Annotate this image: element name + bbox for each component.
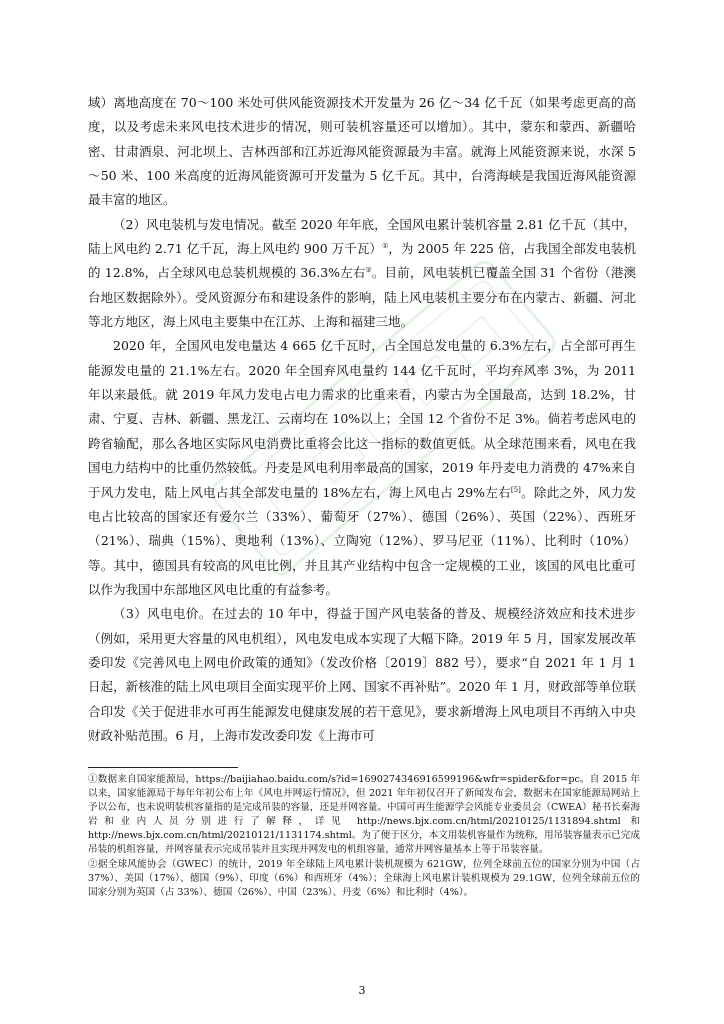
paragraph-resources xyxy=(88,91,636,213)
footnote-ref[interactable]: ② xyxy=(365,266,372,275)
paragraph-installed-capacity xyxy=(88,213,636,335)
paragraph-text: 。目前，风电装机已覆盖全国 31 个省份（港澳台地区数据除外）。受风资源分布和建设条件的影响，陆上风电装机主要分布在内蒙古、新疆、河北等北方地区，海上风电主要集中在江苏、上海和福建三地。 xyxy=(88,265,637,330)
paragraph-text: 2020 年，全国风电发电量达 4 665 亿千瓦时，占全国总发电量的 6.3%左右，占全部可再生能源发电量的 21.1%左右。2020 年全国弃风电量约 144 亿千瓦时，平均弃风率 3%，为 2011 年以来最低。就 2019 年风力发电占电力需求的比重来看，内蒙古为全国最高，达到 18.2%，甘肃、宁夏、吉林、新疆、黑龙江、云南均在 10%以上；全国 12 个省份不足 3%。倘若考虑风电的跨省输配，那么各地区实际风电消费比重将会比这一指标的数值更低。从全球范围来看，风电在我国电力结构中的比重仍然较低。丹麦是风电利用率最高的国家，2019 年丹麦电力消费的 47%来自于风力发电，陆上风电占其全部发电量的 18%左右，海上风电占 29%左右 xyxy=(88,338,636,500)
page-number: 3 xyxy=(358,984,366,997)
paragraph-text: ，为 2005 年 225 倍，占我国全部发电装机的 12.8%，占全球风电总装机规模的 36.3%左右 xyxy=(88,241,636,281)
paragraph-generation xyxy=(88,334,636,602)
paragraph-text: 。除此之外，风力发电占比较高的国家还有爱尔兰（33%）、葡萄牙（27%）、德国（26%）、英国（22%）、西班牙（21%）、瑞典（15%）、奥地利（13%）、立陶宛（12%）、罗马尼亚（11%）、比利时（10%）等。其中，德国具有较高的风电比例，并且其产业结构中包含一定规模的工业，该国的风电比重可以作为我国中东部地区风电比重的有益参考。 xyxy=(88,484,636,597)
footnote-2: ②据全球风能协会（GWEC）的统计，2019 年全球陆上风电累计装机规模为 621GW，位列全球前五位的国家分别为中国（占 37%）、美国（17%）、德国（9%）、印度（6%）和西班牙（4%）；全球海上风电累计装机规模为 29.1GW，位列全球前五位的国家分别为英国（占 33%）、德国（26%）、中国（23%）、丹麦（6%）和比利时（4%）。 xyxy=(88,858,640,898)
footnotes xyxy=(88,773,640,900)
paragraph-text: （2）风电装机与发电情况。截至 2020 年年底，全国风电累计装机容量 2.81 亿千瓦（其中，陆上风电约 2.71 亿千瓦，海上风电约 900 万千瓦） xyxy=(88,216,636,257)
paragraph-electricity-price xyxy=(88,602,636,748)
body-text xyxy=(88,91,636,748)
citation-ref[interactable]: [5] xyxy=(510,485,521,494)
paragraph-text: （3）风电电价。在过去的 10 年中，得益于国产风电装备的普及、规模经济效应和技术进步（例如，采用更大容量的风电机组），风电发电成本实现了大幅下降。2019 年 5 月，国家发展改革委印发《完善风电上网电价政策的通知》（发改价格〔2019〕882 号），要求“自 2021 年 1 月 1 日起，新核准的陆上风电项目全面实现平价上网、国家不再补贴”。2020 年 1 月，财政部等单位联合印发《关于促进非水可再生能源发电健康发展的若干意见》，要求新增海上风电项目不再纳入中央财政补贴范围。6 月，上海市发改委印发《上海市可 xyxy=(88,606,636,743)
footnote-divider xyxy=(88,767,238,768)
footnote-1: ①数据来自国家能源局，https://baijiahao.baidu.com/s?id=1690274346916599196&wfr=spider&for=pc。自 2015 年以来，国家能源局于每年年初公布上年《风电并网运行情况》，但 2021 年年初仅召开了新闻发布会，数据未在国家能源局网站上予以公布，也未说明装机容量指的是完成吊装的容量，还是并网容量。中国可再生能源学会风能专业委员会（CWEA）秘书长秦海岩和业内人员分别进行了解释，详见 http://news.bjx.com.cn/html/20210125/1131894.shtml 和 http://news.bjx.com.cn/html/20210121/1131174.shtml。为了便于区分，本文用装机容量作为统称，用吊装容量表示已完成吊装的机组容量，并网容量表示完成吊装并且实现并网发电的机组容量，通常并网容量基本上等于吊装容量。 xyxy=(88,774,640,856)
paragraph-text: 域）离地高度在 70～100 米处可供风能资源技术开发量为 26 亿～34 亿千瓦（如果考虑更高的高度，以及考虑未来风电技术进步的情况，则可装机容量还可以增加）。其中，蒙东和蒙西、新疆哈密、甘肃酒泉、河北坝上、吉林西部和江苏近海风能资源最为丰富。就海上风能资源来说，水深 5～50 米、100 米高度的近海风能资源可开发量为 5 亿千瓦。其中，台湾海峡是我国近海风能资源最丰富的地区。 xyxy=(88,95,636,208)
footnote-ref[interactable]: ① xyxy=(382,241,389,250)
